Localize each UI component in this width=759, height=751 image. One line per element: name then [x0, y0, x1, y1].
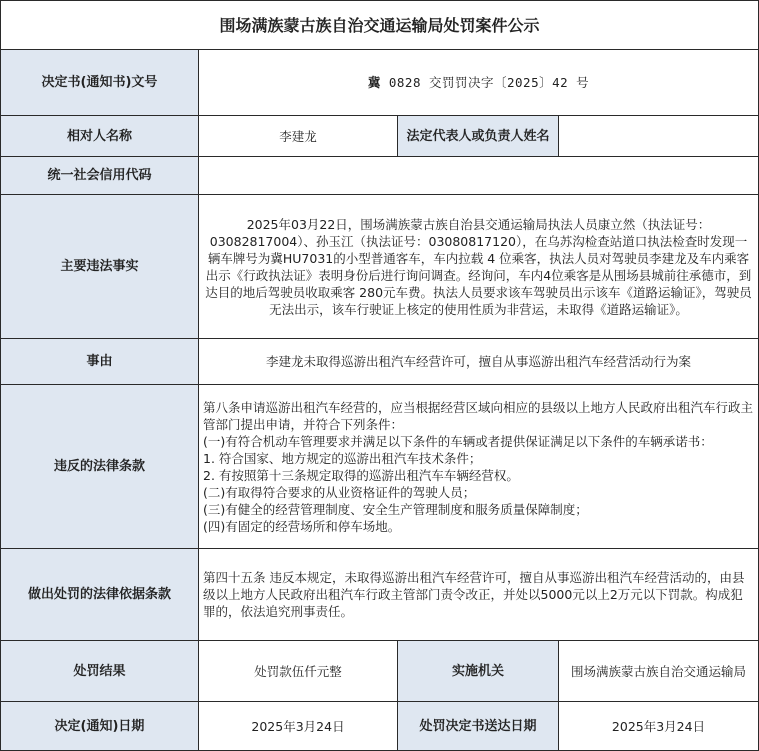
agency-label: 实施机关: [398, 641, 559, 702]
decision-no-label: 决定书(通知书)文号: [1, 50, 199, 116]
clause-line: (二)有取得符合要求的从业资格证件的驾驶人员；: [203, 484, 476, 500]
clause-line: (四)有固定的经营场所和停车场地。: [203, 518, 401, 534]
clause-line: (三)有健全的经营管理制度、安全生产管理制度和服务质量保障制度；: [203, 501, 588, 517]
violated-clause-text: [199, 385, 759, 549]
clause-line: 1. 符合国家、地方规定的巡游出租汽车技术条件；: [203, 450, 482, 466]
clause-line: (一)有符合机动车管理要求并满足以下条件的车辆或者提供保证满足以下条件的车辆承诺书：: [203, 433, 713, 449]
page-title: 围场满族蒙古族自治交通运输局处罚案件公示: [1, 1, 759, 50]
legal-rep-value: [559, 116, 759, 157]
agency-value: 围场满族蒙古族自治交通运输局: [559, 641, 759, 702]
facts-label: 主要违法事实: [1, 195, 199, 339]
cause-label: 事由: [1, 339, 199, 385]
party-name-value: 李建龙: [199, 116, 398, 157]
clause-line: 第八条申请巡游出租汽车经营的，应当根据经营区域向相应的县级以上地方人民政府出租汽车行政主管部门提出申请，并符合下列条件：: [203, 399, 754, 432]
clause-line: 2. 有按照第十三条规定取得的巡游出租汽车车辆经营权。: [203, 467, 519, 483]
party-name-label: 相对人名称: [1, 116, 199, 157]
penalty-result-label: 处罚结果: [1, 641, 199, 702]
decision-date-value: 2025年3月24日: [199, 702, 398, 751]
decision-date-label: 决定(通知)日期: [1, 702, 199, 751]
legal-rep-label: 法定代表人或负责人姓名: [398, 116, 559, 157]
credit-code-label: 统一社会信用代码: [1, 157, 199, 195]
decision-no-prefix: 冀: [367, 75, 381, 90]
credit-code-value: [199, 157, 759, 195]
legal-basis-text: 第四十五条 违反本规定，未取得巡游出租汽车经营许可，擅自从事巡游出租汽车经营活动的，由县级以上地方人民政府出租汽车行政主管部门责令改正，并处以5000元以上2万元以下罚款。构成犯罪的，依法追究刑事责任。: [199, 549, 759, 641]
decision-no-rest: 0828 交罚罚决字〔2025〕42 号: [380, 75, 590, 90]
delivery-date-label: 处罚决定书送达日期: [398, 702, 559, 751]
violated-clause-label: 违反的法律条款: [1, 385, 199, 549]
cause-text: 李建龙未取得巡游出租汽车经营许可，擅自从事巡游出租汽车经营活动行为案: [199, 339, 759, 385]
delivery-date-value: 2025年3月24日: [559, 702, 759, 751]
penalty-result-value: 处罚款伍仟元整: [199, 641, 398, 702]
legal-basis-label: 做出处罚的法律依据条款: [1, 549, 199, 641]
decision-no-value: [199, 50, 759, 116]
facts-text: 2025年03月22日，围场满族蒙古族自治县交通运输局执法人员康立然（执法证号：03082817004）、孙玉江（执法证号：03080817120），在乌苏沟检查站道口执法检查时发现一辆车牌号为冀HU7031的小型普通客车，车内拉载 4 位乘客，执法人员对驾驶员李建龙及车内乘客出示《行政执法证》表明身份后进行询问调查。经询问，车内4位乘客是从围场县城前往承德市，到达目的地后驾驶员收取乘客 280元车费。执法人员要求该车驾驶员出示该车《道路运输证》，驾驶员无法出示，该车行驶证上核定的使用性质为非营运，未取得《道路运输证》。: [199, 195, 759, 339]
